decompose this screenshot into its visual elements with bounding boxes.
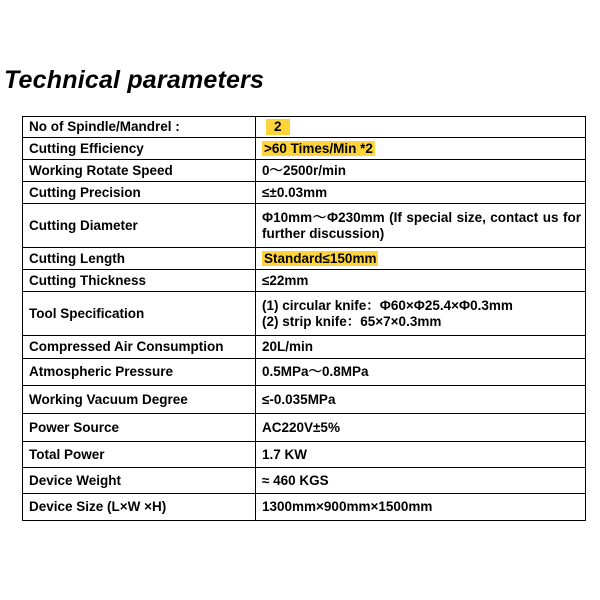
row-label: Cutting Thickness bbox=[23, 270, 256, 292]
table-row bbox=[23, 359, 586, 386]
row-value: 0.5MPa～0.8MPa bbox=[256, 359, 586, 386]
row-label: Total Power bbox=[23, 442, 256, 468]
value-line: (1) circular knife：Φ60×Φ25.4×Φ0.3mm bbox=[262, 297, 513, 313]
table-row bbox=[23, 494, 586, 521]
row-value: ≤22mm bbox=[256, 270, 586, 292]
highlighted-value: >60 Times/Min *2 bbox=[264, 140, 373, 156]
row-value: 1300mm×900mm×1500mm bbox=[256, 494, 586, 521]
row-value: 20L/min bbox=[256, 336, 586, 359]
row-value bbox=[256, 292, 586, 336]
table-row bbox=[23, 182, 586, 204]
row-label: Cutting Length bbox=[23, 248, 256, 270]
row-value: ≈ 460 KGS bbox=[256, 468, 586, 494]
row-value: AC220V±5% bbox=[256, 414, 586, 442]
row-label: Device Size (L×W ×H) bbox=[23, 494, 256, 521]
row-value bbox=[256, 248, 586, 270]
highlighted-value: Standard≤150mm bbox=[264, 250, 377, 266]
table-row bbox=[23, 414, 586, 442]
row-label: Tool Specification bbox=[23, 292, 256, 336]
row-label: Device Weight bbox=[23, 468, 256, 494]
row-label: Working Rotate Speed bbox=[23, 160, 256, 182]
table-row bbox=[23, 138, 586, 160]
table-row bbox=[23, 270, 586, 292]
table-row bbox=[23, 442, 586, 468]
table-row bbox=[23, 292, 586, 336]
table-row bbox=[23, 336, 586, 359]
row-label: Cutting Efficiency bbox=[23, 138, 256, 160]
row-label: Cutting Precision bbox=[23, 182, 256, 204]
row-label: Power Source bbox=[23, 414, 256, 442]
row-value: 1.7 KW bbox=[256, 442, 586, 468]
table-row bbox=[23, 248, 586, 270]
table-row bbox=[23, 117, 586, 138]
row-value: 0～2500r/min bbox=[256, 160, 586, 182]
row-label: Compressed Air Consumption bbox=[23, 336, 256, 359]
table-row bbox=[23, 468, 586, 494]
row-value: Φ10mm～Φ230mm (If special size, contact us for further discussion) bbox=[256, 204, 586, 248]
table-row bbox=[23, 160, 586, 182]
page-title: Technical parameters bbox=[4, 66, 265, 94]
row-value bbox=[256, 117, 586, 138]
row-value: ≤-0.035MPa bbox=[256, 386, 586, 414]
row-label: No of Spindle/Mandrel : bbox=[23, 117, 256, 138]
row-label: Cutting Diameter bbox=[23, 204, 256, 248]
table-row bbox=[23, 386, 586, 414]
row-value: ≤±0.03mm bbox=[256, 182, 586, 204]
row-label: Working Vacuum Degree bbox=[23, 386, 256, 414]
technical-parameters-table bbox=[22, 116, 586, 521]
value-line: (2) strip knife：65×7×0.3mm bbox=[262, 313, 442, 329]
highlighted-value: 2 bbox=[266, 119, 290, 135]
row-label: Atmospheric Pressure bbox=[23, 359, 256, 386]
table-row bbox=[23, 204, 586, 248]
row-value bbox=[256, 138, 586, 160]
